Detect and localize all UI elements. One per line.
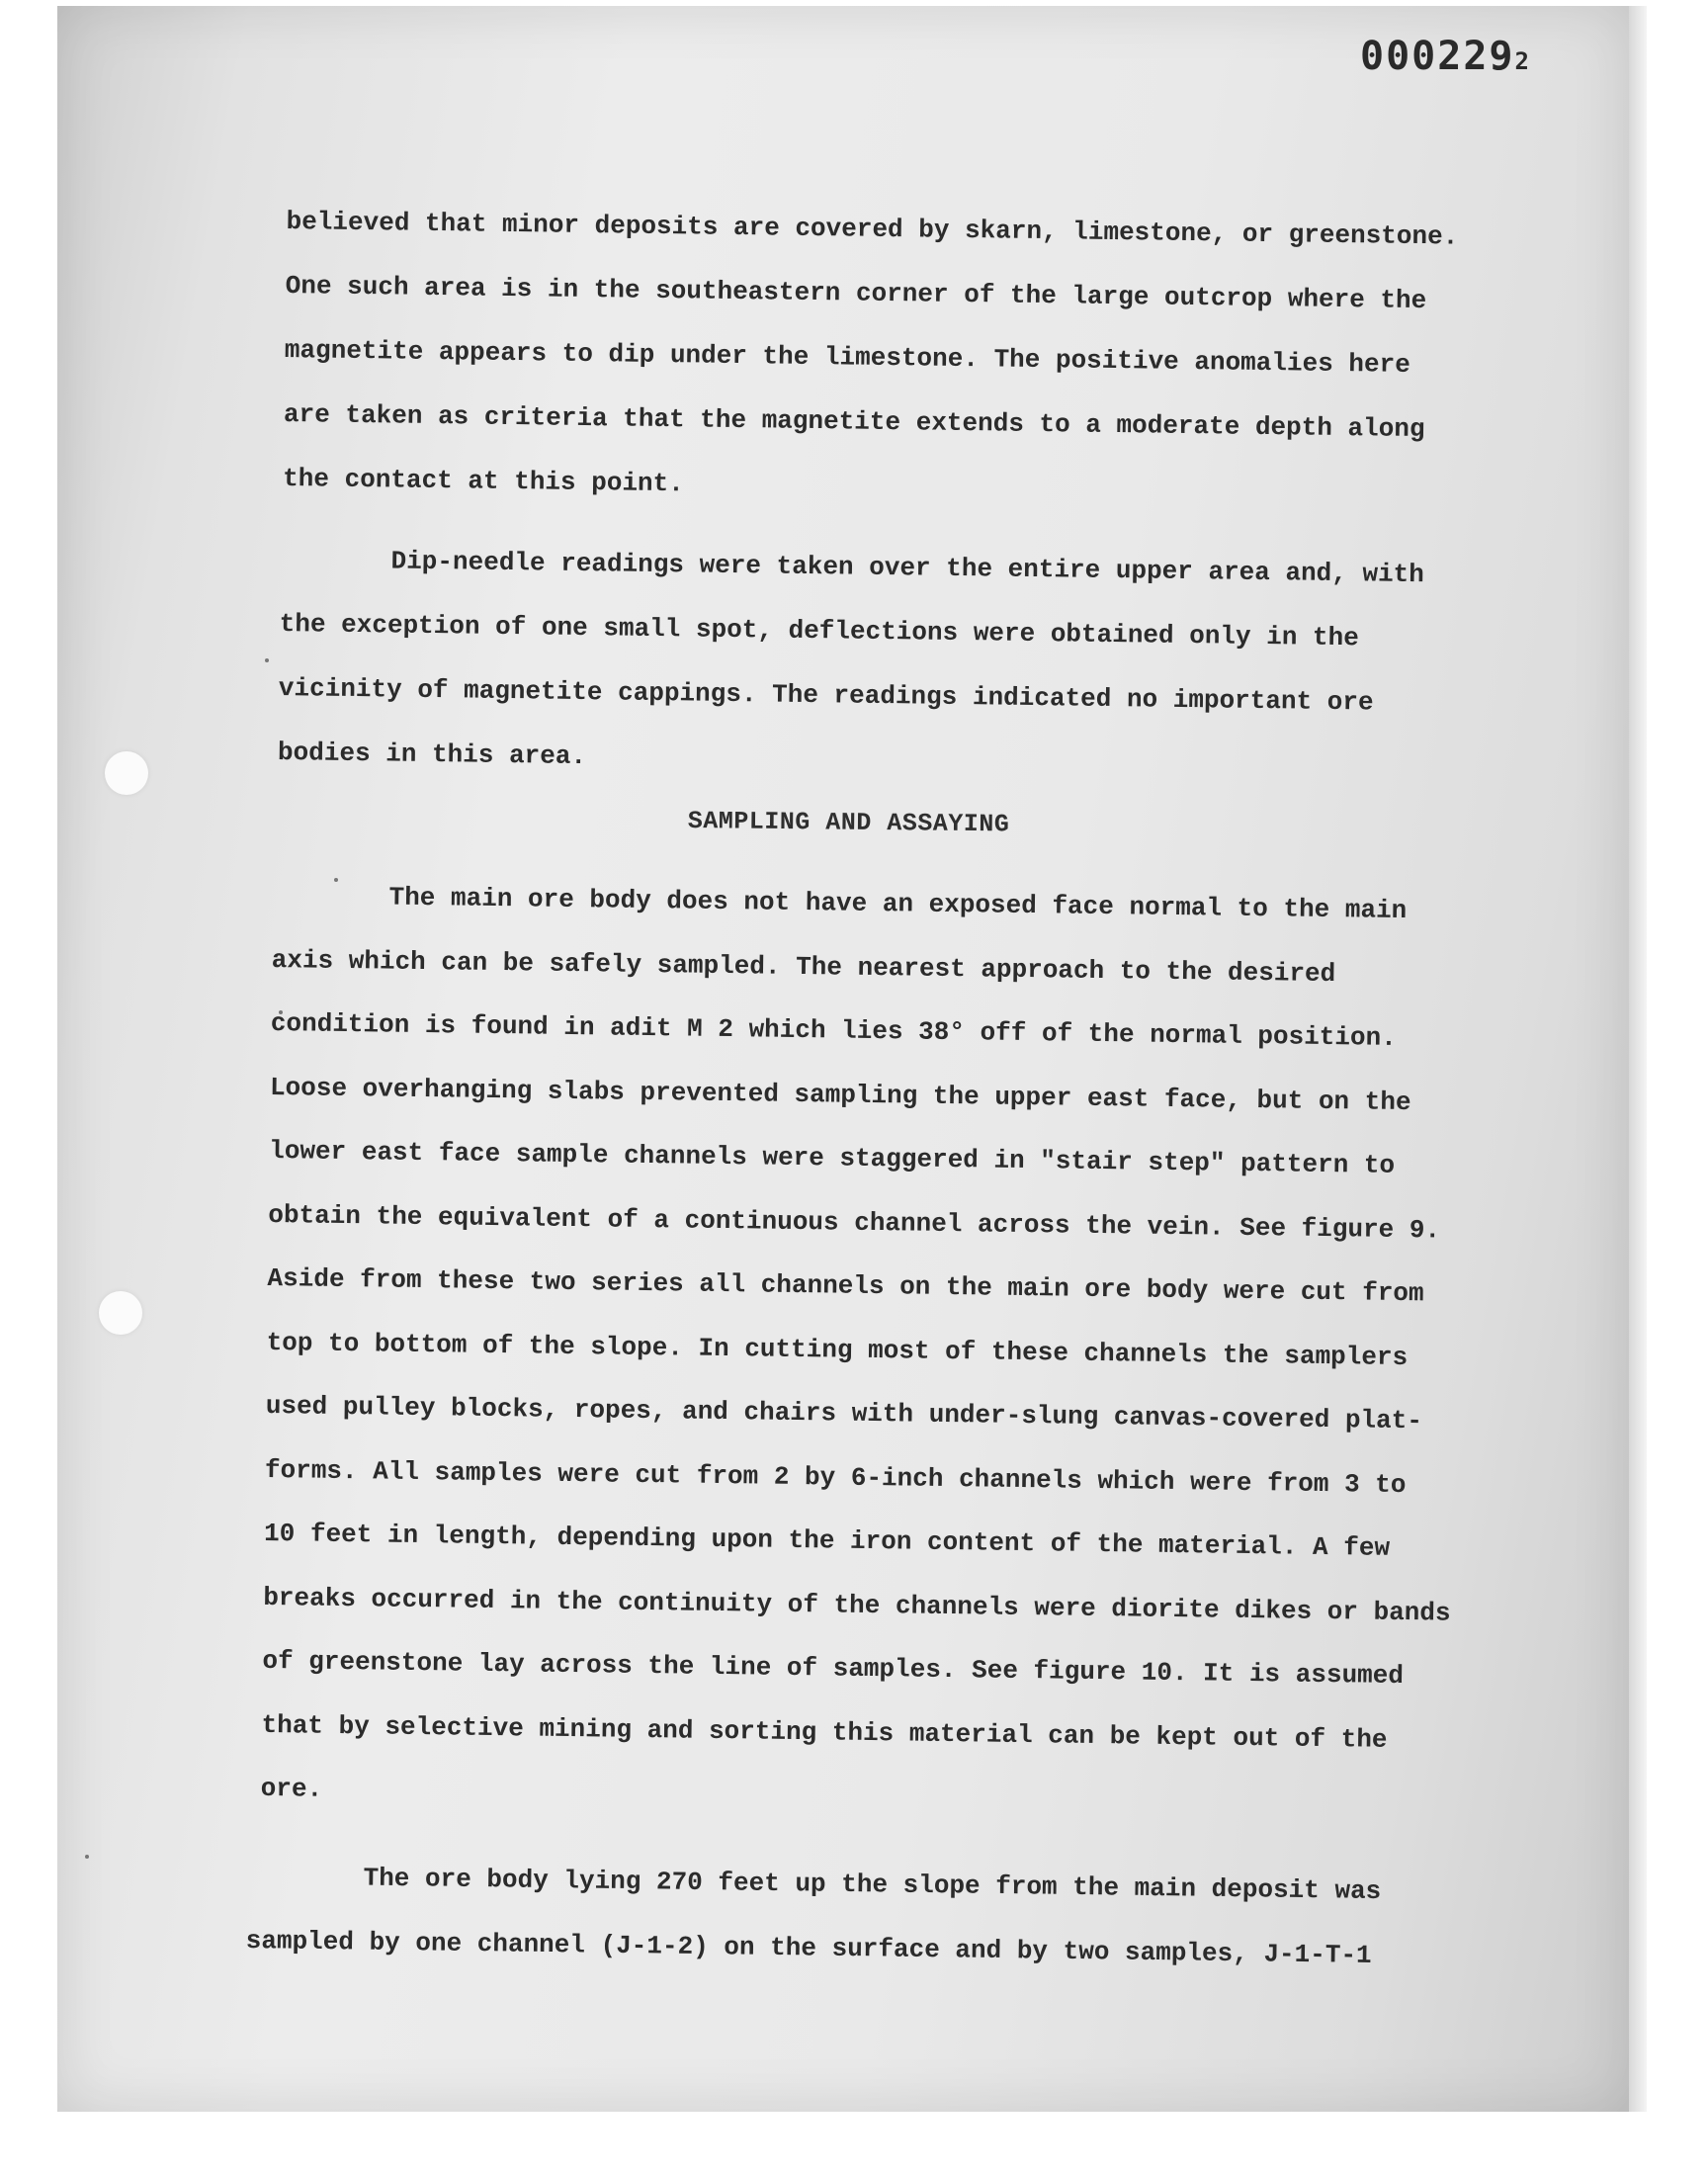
text-line: obtain the equivalent of a continuous channel across the vein. See figure 9.: [268, 1199, 1441, 1245]
text-line: The ore body lying 270 feet up the slope from the main deposit was: [363, 1863, 1382, 1907]
text-line: axis which can be safely sampled. The nearest approach to the desired: [271, 944, 1336, 989]
text-line: lower east face sample channels were staggered in "stair step" pattern to: [269, 1135, 1396, 1180]
text-line: that by selective mining and sorting this material can be kept out of the: [261, 1709, 1388, 1755]
text-line: 10 feet in length, depending upon the iron content of the material. A few: [263, 1518, 1391, 1563]
text-line: One such area is in the southeastern corner of the large outcrop where the: [285, 270, 1427, 316]
page-number-sub: 2: [1514, 47, 1529, 75]
dust-speck: [265, 658, 269, 662]
dust-speck: [85, 1855, 89, 1859]
text-line: of greenstone lay across the line of samples. See figure 10. It is assumed: [262, 1645, 1405, 1692]
section-heading: SAMPLING AND ASSAYING: [687, 807, 1010, 839]
text-line: The main ore body does not have an exposed face normal to the main: [388, 882, 1408, 926]
paragraph-4: [245, 1845, 1381, 1988]
text-line: forms. All samples were cut from 2 by 6-inch channels which were from 3 to: [264, 1454, 1407, 1500]
text-line: ore.: [260, 1773, 323, 1804]
page-number-main: 00022: [1360, 34, 1490, 79]
page-number: [1360, 34, 1529, 79]
punch-hole: [105, 751, 148, 795]
text-line: vicinity of magnetite cappings. The readings indicated no important ore: [278, 672, 1374, 718]
text-line: breaks occurred in the continuity of the channels were diorite dikes or bands: [263, 1582, 1451, 1628]
page-number-suffix: 9: [1489, 34, 1515, 79]
text-line: used pulley blocks, ropes, and chairs with under-slung canvas-covered plat-: [265, 1390, 1423, 1436]
text-line: Aside from these two series all channels on the main ore body were cut from: [267, 1262, 1424, 1309]
text-line: believed that minor deposits are covered by skarn, limestone, or greenstone.: [286, 206, 1459, 252]
text-line: magnetite appears to dip under the limestone. The positive anomalies here: [284, 334, 1410, 380]
text-line: the exception of one small spot, deflections were obtained only in the: [279, 608, 1360, 653]
punch-hole: [99, 1291, 142, 1335]
text-line: Dip-needle readings were taken over the entire upper area and, with: [390, 546, 1425, 590]
text-line: sampled by one channel (J-1-2) on the surface and by two samples, J-1-T-1: [245, 1925, 1372, 1970]
text-line: Loose overhanging slabs prevented sampling the upper east face, but on the: [269, 1072, 1411, 1117]
text-line: condition is found in adit M 2 which lies 38° off of the normal position.: [270, 1007, 1397, 1053]
paragraph-1: [283, 190, 1459, 526]
paragraph-2: [278, 528, 1425, 800]
text-line: are taken as criteria that the magnetite extends to a moderate depth along: [283, 398, 1425, 445]
text-line: top to bottom of the slope. In cutting most of these channels the samplers: [266, 1327, 1409, 1372]
paragraph-3: [260, 864, 1460, 1836]
text-line: the contact at this point.: [282, 463, 685, 499]
paper-edge: [1629, 6, 1647, 2112]
text-line: bodies in this area.: [277, 737, 587, 772]
